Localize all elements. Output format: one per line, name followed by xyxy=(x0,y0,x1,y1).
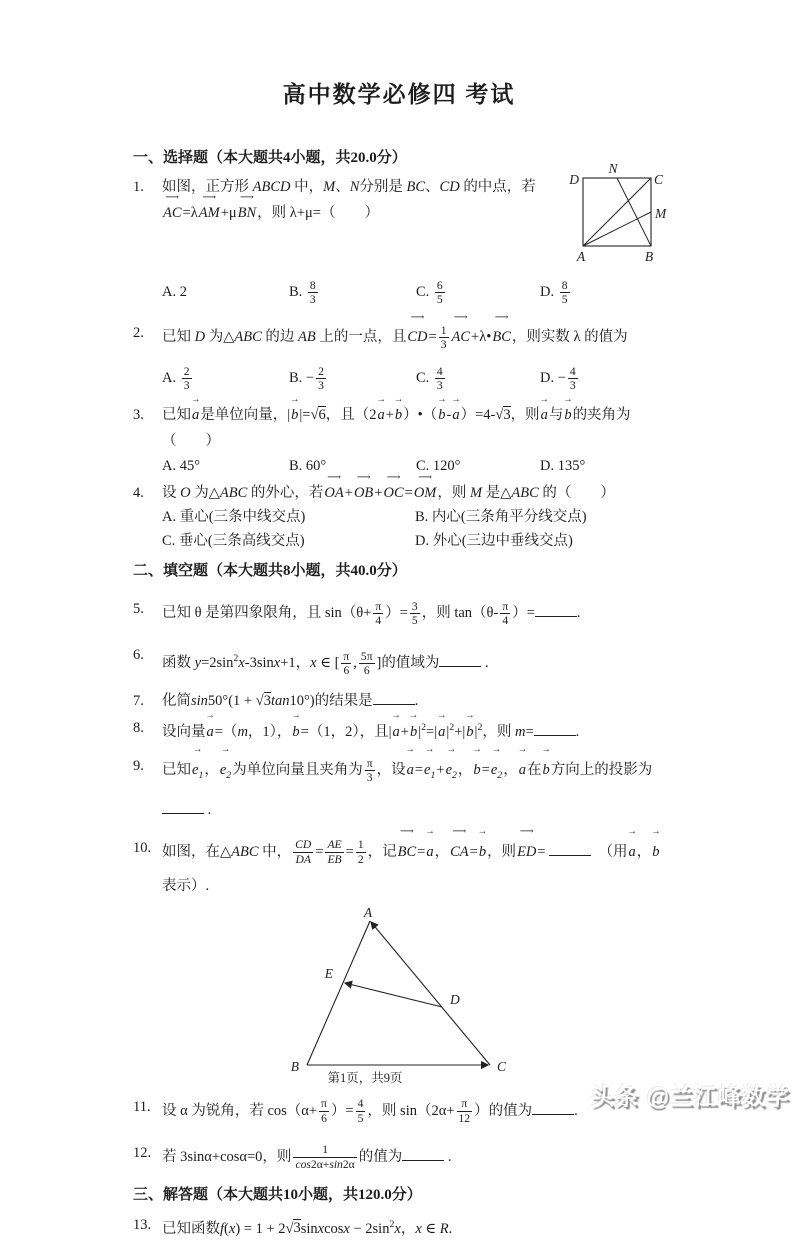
question-text: 已知$e_1$ →，$e_2$ →为单位向量且夹角为 $\frac{\pi}{3}$ ，设$a \to=e_1 \to+e_2$ →，$b \to=e_2$ →，a →在b →方向上的投影为 . xyxy=(162,753,665,827)
question-text: 设 α 为锐角，若 cos（α+ $\frac{\pi}{6}$ ）= $\frac{4}{5}$ ，则 sin（2α+ $\frac{\pi}{12}$ ）的值为 . xyxy=(162,1097,578,1125)
square-figure xyxy=(558,162,672,266)
question-2-options xyxy=(162,362,665,394)
question-10 xyxy=(133,835,665,903)
question-text: 已知 D 为△ABC 的边 AB 上的一点，且CD ⟶= $\frac{1}{3}$ AC ⟶+λ•BC ⟶，则实数 λ 的值为 xyxy=(162,320,665,354)
question-number: 5. xyxy=(133,601,144,617)
question-text: 已知函数f(x) = 1 + 2√3sinxcosx − $2\sin^2x$，x ∈ R. xyxy=(162,1218,453,1237)
question-number: 10. xyxy=(133,839,152,856)
point-label-n: N xyxy=(608,161,618,176)
question-1-line-2: AC ⟶=λAM ⟶+μBN ⟶，则 λ+μ=（ ） xyxy=(162,200,574,226)
point-label-d: D xyxy=(450,991,460,1007)
question-11 xyxy=(133,1094,665,1128)
option-b: B. 内心(三条角平分线交点) xyxy=(415,509,587,525)
vertex-label-b: B xyxy=(290,1058,299,1074)
option-a: A. 2 xyxy=(162,284,187,300)
triangle-diagram xyxy=(285,904,665,1084)
vertex-label-a: A xyxy=(363,904,373,920)
question-number: 9. xyxy=(133,757,144,774)
question-number: 3. xyxy=(133,407,144,423)
question-text: 函数 $y=2\sin^2x-3\sin x+1$，x ∈ [ $\frac{\pi}{6}$ , $\frac{5\pi}{6}$ ]的值域为 . xyxy=(162,649,489,678)
watermark: 头条 @兰江峰数学 xyxy=(591,1083,790,1109)
point-label-m: M xyxy=(655,206,667,221)
question-number: 8. xyxy=(133,719,144,736)
question-text: 若 3sinα+cosα=0，则 $\frac{1}{\cos 2\alpha+\sin 2\alpha}$ 的值为 . xyxy=(162,1143,452,1171)
question-3-options xyxy=(162,454,665,478)
question-number: 11. xyxy=(133,1098,151,1115)
page-title: 高中数学必修四 考试 xyxy=(282,82,516,107)
question-13 xyxy=(133,1212,665,1241)
option-c: C. $\frac{4}{3}$ xyxy=(416,364,443,393)
question-text: 设 O 为△ABC 的外心，若OA ⟶+OB ⟶+OC ⟶=OM ⟶，则 M 是△ABC 的（ ） xyxy=(162,480,665,506)
vertex-label-d: D xyxy=(569,172,579,187)
triangle-figure xyxy=(285,904,507,1079)
section-header-multiple-choice: 一、选择题（本大题共4小题，共20.0分） xyxy=(133,150,407,166)
section-header-answer: 三、解答题（本大题共10小题，共120.0分） xyxy=(133,1186,422,1203)
option-c: C. 120° xyxy=(416,458,461,474)
question-number: 7. xyxy=(133,692,144,709)
option-b: B. 60° xyxy=(289,458,327,474)
option-b: B. − $\frac{2}{3}$ xyxy=(289,364,324,393)
question-5 xyxy=(133,596,665,630)
question-number: 1. xyxy=(133,179,144,195)
vertex-label-c: C xyxy=(497,1058,507,1074)
question-1-options xyxy=(162,276,665,308)
question-12 xyxy=(133,1140,665,1174)
question-text: 化简sin50°(1 + √3tan10°)的结果是 . xyxy=(162,692,419,709)
option-b: B. $\frac{8}{3}$ xyxy=(289,278,316,307)
question-1-line-1: 如图，正方形 ABCD 中，M、N分别是 BC、CD 的中点，若 xyxy=(162,179,536,195)
vertex-label-a: A xyxy=(576,249,586,264)
question-text: 已知 θ 是第四象限角，且 sin（θ+ $\frac{\pi}{4}$ ）= $\frac{3}{5}$ ，则 tan（θ- $\frac{\pi}{4}$ ）= . xyxy=(162,599,581,628)
question-2 xyxy=(133,320,665,354)
option-a: A. 重心(三条中线交点) xyxy=(162,509,306,525)
page-number-label: 第1页，共9页 xyxy=(327,1071,403,1085)
section-header-fill-blank: 二、填空题（本大题共8小题，共40.0分） xyxy=(133,563,407,579)
question-text: 设向量a →=（m，1），b →=（1，2），且$|a \to+b \to|^2=|a \to|^2+|b \to|^2$，则 m= . xyxy=(162,715,665,745)
question-number: 2. xyxy=(133,325,144,341)
question-number: 4. xyxy=(133,485,144,501)
vertex-label-b: B xyxy=(644,249,654,264)
question-text xyxy=(162,174,574,226)
question-text: 如图，在△ABC 中， $\frac{CD}{DA}$ = $\frac{AE}{EB}$ = $\frac{1}{2}$ ，记BC ⟶=a →，CA ⟶=b →，则ED ⟶= （用a →，b →表示）. xyxy=(162,835,665,903)
question-6 xyxy=(133,642,665,680)
option-c: C. 垂心(三条高线交点) xyxy=(162,533,305,549)
question-4 xyxy=(133,480,665,506)
square-diagram xyxy=(558,162,672,271)
question-4-options xyxy=(162,506,665,552)
option-d: D. − $\frac{4}{3}$ xyxy=(540,364,576,393)
question-9 xyxy=(133,753,665,827)
option-c: C. $\frac{6}{5}$ xyxy=(416,278,443,307)
question-number: 13. xyxy=(133,1216,152,1233)
option-d: D. 135° xyxy=(540,458,586,474)
question-8 xyxy=(133,715,665,745)
question-number: 6. xyxy=(133,647,144,663)
vertex-label-c: C xyxy=(654,172,664,187)
question-text: 已知a →是单位向量，|b →|=√6，且（2a →+b →）•（b →-a →）=4-√3，则a →与b →的夹角为（ ） xyxy=(162,402,665,454)
option-d: D. $\frac{8}{5}$ xyxy=(540,278,568,307)
option-a: A. 45° xyxy=(162,458,201,474)
question-number: 12. xyxy=(133,1144,152,1161)
option-d: D. 外心(三边中垂线交点) xyxy=(415,533,573,549)
question-3 xyxy=(133,402,665,454)
point-label-e: E xyxy=(324,965,333,981)
option-a: A. $\frac{2}{3}$ xyxy=(162,364,190,393)
